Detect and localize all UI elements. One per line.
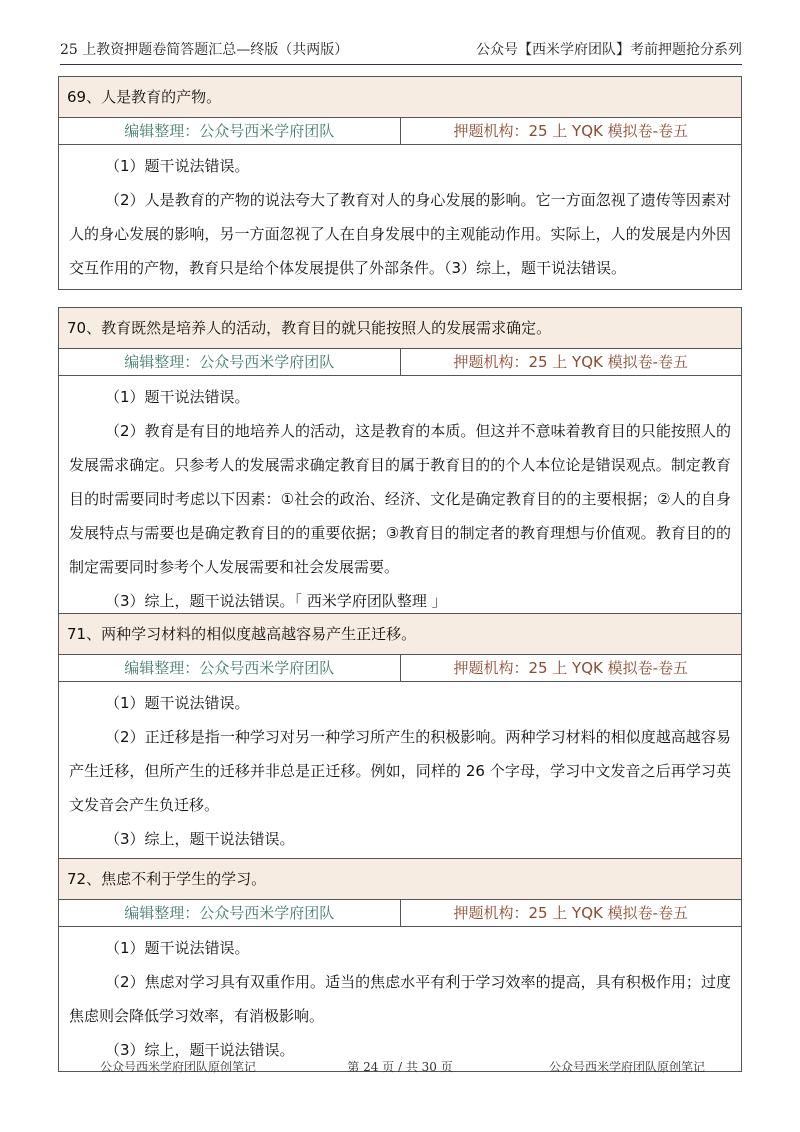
source-label: 押题机构：25 上 YQK 模拟卷-卷五 [453, 353, 689, 371]
question-title: 72、焦虑不利于学生的学习。 [59, 859, 741, 900]
header-series-title: 公众号【西米学府团队】考前押题抢分系列 [476, 42, 742, 58]
editor-label: 编辑整理：公众号西米学府团队 [59, 655, 401, 681]
answer-paragraph: （3）综上，题干说法错误。 [105, 830, 295, 848]
answer-body [59, 927, 741, 1071]
question-card-72 [58, 858, 742, 1072]
answer-paragraph: （1）题干说法错误。 [105, 157, 250, 175]
answer-paragraph: （2）焦虑对学习具有双重作用。适当的焦虑水平有利于学习效率的提高，具有积极作用；过度焦虑则会降低学习效率，有消极影响。 [69, 973, 731, 1025]
answer-body [59, 376, 741, 622]
question-title: 69、人是教育的产物。 [59, 77, 741, 118]
question-title: 70、教育既然是培养人的活动，教育目的就只能按照人的发展需求确定。 [59, 308, 741, 349]
editor-label: 编辑整理：公众号西米学府团队 [59, 118, 401, 144]
footer-left-note: 公众号西米学府团队原创笔记 [100, 1060, 257, 1074]
page-footer [0, 1058, 800, 1078]
footer-right-note: 公众号西米学府团队原创笔记 [548, 1060, 705, 1074]
question-card-71 [58, 613, 742, 861]
answer-paragraph: （2）教育是有目的地培养人的活动，这是教育的本质。但这并不意味着教育目的只能按照人的发展需求确定。只参考人的发展需求确定教育目的属于教育目的的个人本位论是错误观点。制定教育目的时需要同时考虑以下因素：①社会的政治、经济、文化是确定教育目的的主要根据；②人的自身发展特点与需要也是确定教育目的的重要依据；③教育目的制定者的教育理想与价值观。教育目的的制定需要同时参考个人发展需要和社会发展需要。 [69, 422, 731, 576]
answer-paragraph: （1）题干说法错误。 [105, 388, 250, 406]
answer-paragraph: （3）综上，题干说法错误。「 西米学府团队整理 」 [105, 592, 447, 610]
question-meta [59, 900, 741, 927]
question-meta [59, 655, 741, 682]
answer-paragraph: （2）正迁移是指一种学习对另一种学习所产生的积极影响。两种学习材料的相似度越高越容易产生迁移，但所产生的迁移并非总是正迁移。例如，同样的 26 个字母，学习中文发音之后再学习英文发音会产生负迁移。 [69, 728, 731, 814]
question-card-69 [58, 76, 742, 290]
answer-body [59, 682, 741, 860]
question-title: 71、两种学习材料的相似度越高越容易产生正迁移。 [59, 614, 741, 655]
answer-paragraph: （1）题干说法错误。 [105, 939, 250, 957]
source-label: 押题机构：25 上 YQK 模拟卷-卷五 [453, 904, 689, 922]
editor-label: 编辑整理：公众号西米学府团队 [59, 349, 401, 375]
answer-paragraph: （1）题干说法错误。 [105, 694, 250, 712]
answer-paragraph: （2）人是教育的产物的说法夸大了教育对人的身心发展的影响。它一方面忽视了遗传等因素对人的身心发展的影响，另一方面忽视了人在自身发展中的主观能动作用。实际上，人的发展是内外因交互作用的产物，教育只是给个体发展提供了外部条件。（3）综上，题干说法错误。 [69, 191, 731, 277]
question-meta [59, 349, 741, 376]
question-meta [59, 118, 741, 145]
answer-body [59, 145, 741, 289]
source-label: 押题机构：25 上 YQK 模拟卷-卷五 [453, 659, 689, 677]
page-number: 第 24 页 / 共 30 页 [347, 1060, 453, 1074]
header-doc-title: 25 上教资押题卷简答题汇总—终版（共两版） [60, 42, 349, 58]
question-card-70 [58, 307, 742, 623]
page-header [60, 34, 742, 65]
editor-label: 编辑整理：公众号西米学府团队 [59, 900, 401, 926]
answer-paragraph: （3）综上，题干说法错误。 [105, 1041, 295, 1059]
source-label: 押题机构：25 上 YQK 模拟卷-卷五 [453, 122, 689, 140]
